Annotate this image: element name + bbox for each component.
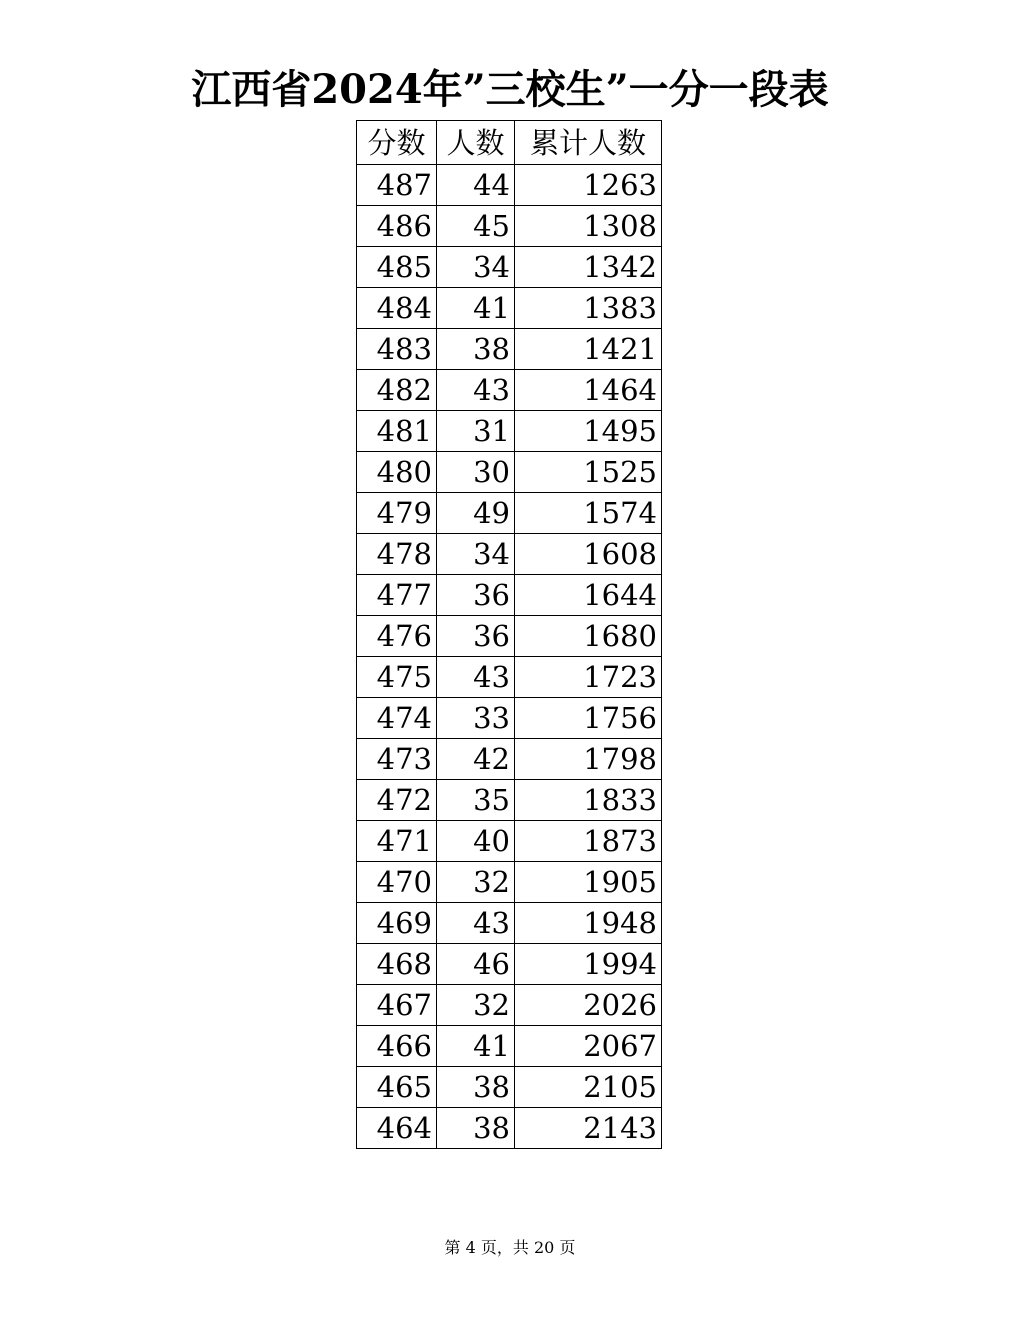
table-row xyxy=(357,534,662,575)
cell-score: 469 xyxy=(357,903,437,944)
page-footer: 第 4 页，共 20 页 xyxy=(444,1238,576,1257)
cell-cumulative: 1608 xyxy=(515,534,662,575)
cell-score: 477 xyxy=(357,575,437,616)
cell-cumulative: 1723 xyxy=(515,657,662,698)
cell-count: 30 xyxy=(437,452,515,493)
cell-cumulative: 2067 xyxy=(515,1026,662,1067)
header-score: 分数 xyxy=(357,121,437,165)
table-body xyxy=(357,165,662,1149)
table-row xyxy=(357,944,662,985)
cell-cumulative: 2105 xyxy=(515,1067,662,1108)
cell-count: 43 xyxy=(437,657,515,698)
table-row xyxy=(357,739,662,780)
cell-cumulative: 1421 xyxy=(515,329,662,370)
page-title: 江西省2024年”三校生”一分一段表 xyxy=(191,66,829,113)
cell-score: 485 xyxy=(357,247,437,288)
cell-score: 468 xyxy=(357,944,437,985)
cell-count: 38 xyxy=(437,1067,515,1108)
table-row xyxy=(357,165,662,206)
cell-score: 466 xyxy=(357,1026,437,1067)
cell-count: 41 xyxy=(437,288,515,329)
cell-score: 484 xyxy=(357,288,437,329)
table-row xyxy=(357,206,662,247)
cell-count: 42 xyxy=(437,739,515,780)
cell-cumulative: 2026 xyxy=(515,985,662,1026)
cell-cumulative: 1905 xyxy=(515,862,662,903)
cell-cumulative: 1383 xyxy=(515,288,662,329)
cell-cumulative: 1342 xyxy=(515,247,662,288)
cell-score: 471 xyxy=(357,821,437,862)
table-row xyxy=(357,370,662,411)
table-row xyxy=(357,575,662,616)
cell-score: 481 xyxy=(357,411,437,452)
table-header-row xyxy=(357,121,662,165)
cell-count: 45 xyxy=(437,206,515,247)
table-row xyxy=(357,657,662,698)
table-row xyxy=(357,493,662,534)
cell-score: 472 xyxy=(357,780,437,821)
table-row xyxy=(357,780,662,821)
cell-cumulative: 1680 xyxy=(515,616,662,657)
header-cumulative: 累计人数 xyxy=(515,121,662,165)
cell-count: 31 xyxy=(437,411,515,452)
cell-cumulative: 1798 xyxy=(515,739,662,780)
cell-score: 470 xyxy=(357,862,437,903)
cell-score: 474 xyxy=(357,698,437,739)
cell-score: 475 xyxy=(357,657,437,698)
table-row xyxy=(357,616,662,657)
cell-cumulative: 1495 xyxy=(515,411,662,452)
table-row xyxy=(357,452,662,493)
cell-score: 483 xyxy=(357,329,437,370)
cell-count: 44 xyxy=(437,165,515,206)
cell-score: 480 xyxy=(357,452,437,493)
cell-score: 478 xyxy=(357,534,437,575)
cell-count: 40 xyxy=(437,821,515,862)
table-row xyxy=(357,1067,662,1108)
cell-count: 38 xyxy=(437,329,515,370)
cell-cumulative: 1525 xyxy=(515,452,662,493)
table-row xyxy=(357,1108,662,1149)
cell-count: 43 xyxy=(437,903,515,944)
table-row xyxy=(357,821,662,862)
header-count: 人数 xyxy=(437,121,515,165)
cell-cumulative: 1464 xyxy=(515,370,662,411)
cell-count: 41 xyxy=(437,1026,515,1067)
cell-count: 32 xyxy=(437,985,515,1026)
cell-count: 33 xyxy=(437,698,515,739)
cell-cumulative: 1994 xyxy=(515,944,662,985)
cell-score: 479 xyxy=(357,493,437,534)
table-row xyxy=(357,411,662,452)
cell-cumulative: 1574 xyxy=(515,493,662,534)
cell-cumulative: 1644 xyxy=(515,575,662,616)
table-row xyxy=(357,985,662,1026)
table-row xyxy=(357,862,662,903)
cell-cumulative: 1833 xyxy=(515,780,662,821)
cell-score: 476 xyxy=(357,616,437,657)
cell-count: 34 xyxy=(437,534,515,575)
cell-count: 35 xyxy=(437,780,515,821)
cell-count: 43 xyxy=(437,370,515,411)
cell-cumulative: 1948 xyxy=(515,903,662,944)
cell-score: 473 xyxy=(357,739,437,780)
cell-score: 465 xyxy=(357,1067,437,1108)
cell-score: 486 xyxy=(357,206,437,247)
cell-cumulative: 1873 xyxy=(515,821,662,862)
cell-count: 46 xyxy=(437,944,515,985)
table-row xyxy=(357,698,662,739)
table-row xyxy=(357,288,662,329)
cell-count: 36 xyxy=(437,575,515,616)
cell-score: 482 xyxy=(357,370,437,411)
score-distribution-table xyxy=(356,120,662,1149)
table-row xyxy=(357,903,662,944)
cell-count: 49 xyxy=(437,493,515,534)
cell-score: 487 xyxy=(357,165,437,206)
cell-cumulative: 1263 xyxy=(515,165,662,206)
cell-score: 467 xyxy=(357,985,437,1026)
cell-count: 38 xyxy=(437,1108,515,1149)
cell-count: 36 xyxy=(437,616,515,657)
cell-cumulative: 2143 xyxy=(515,1108,662,1149)
cell-cumulative: 1308 xyxy=(515,206,662,247)
table-row xyxy=(357,247,662,288)
table-row xyxy=(357,1026,662,1067)
cell-count: 32 xyxy=(437,862,515,903)
cell-count: 34 xyxy=(437,247,515,288)
cell-score: 464 xyxy=(357,1108,437,1149)
table-row xyxy=(357,329,662,370)
cell-cumulative: 1756 xyxy=(515,698,662,739)
